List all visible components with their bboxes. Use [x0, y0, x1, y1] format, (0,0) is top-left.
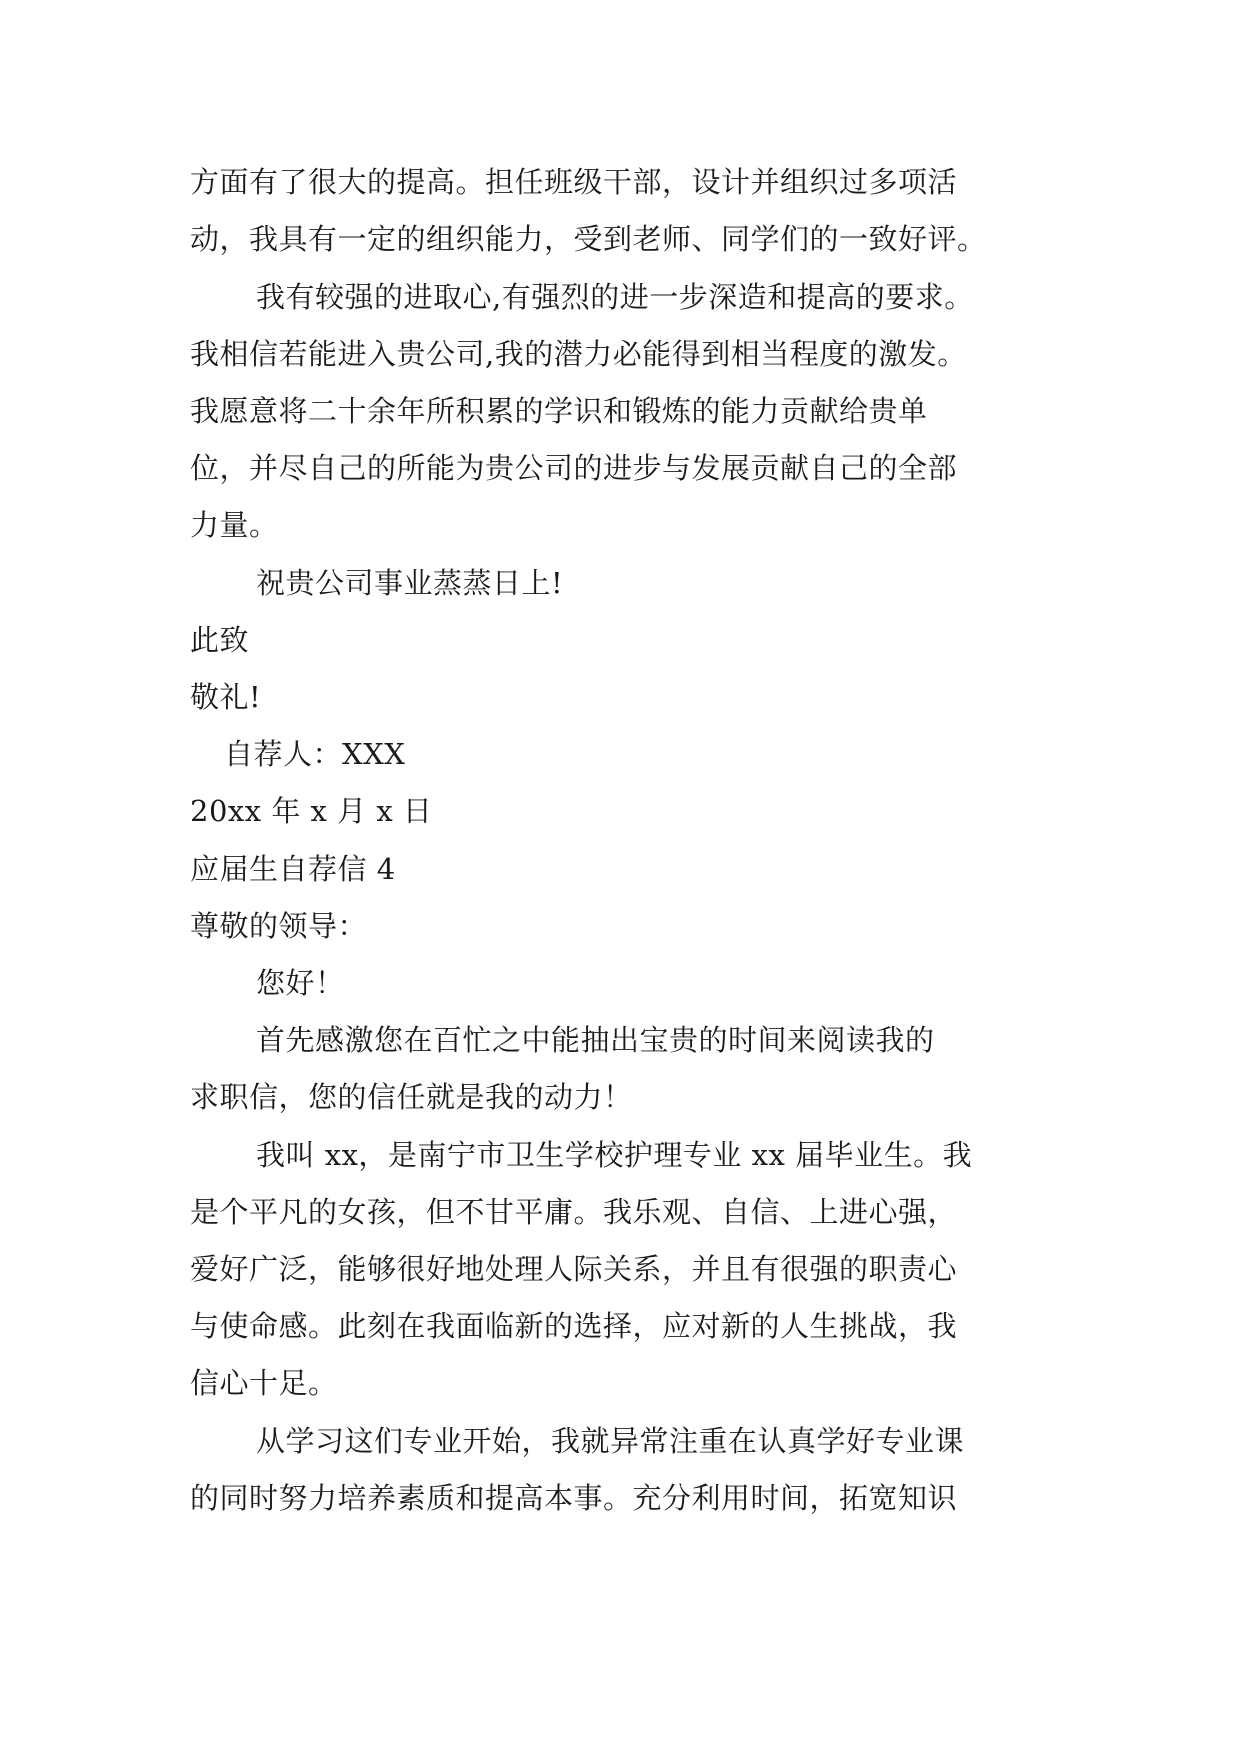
text-line: 信心十足。 [190, 1366, 338, 1400]
date-line: 20xx 年 x 月 x 日 [190, 794, 433, 828]
text-line: 求职信，您的信任就是我的动力！ [190, 1080, 633, 1114]
text-line: 祝贵公司事业蒸蒸日上! [256, 566, 564, 600]
salutation: 尊敬的领导： [190, 909, 368, 943]
text-line: 力量。 [190, 508, 279, 542]
closing-salute: 敬礼! [190, 680, 262, 714]
greeting: 您好！ [256, 966, 345, 1000]
text-line: 从学习这们专业开始，我就异常注重在认真学好专业课 [256, 1424, 965, 1458]
text-line: 方面有了很大的提高。担任班级干部，设计并组织过多项活 [190, 165, 958, 199]
closing-line: 此致 [190, 623, 250, 657]
text-line: 动，我具有一定的组织能力，受到老师、同学们的一致好评。 [190, 222, 987, 256]
text-line: 首先感激您在百忙之中能抽出宝贵的时间来阅读我的 [256, 1023, 935, 1057]
text-line: 是个平凡的女孩，但不甘平庸。我乐观、自信、上进心强， [190, 1195, 958, 1229]
text-line: 我相信若能进入贵公司,我的潜力必能得到相当程度的激发。 [190, 337, 967, 371]
text-line: 爱好广泛，能够很好地处理人际关系，并且有很强的职责心 [190, 1252, 958, 1286]
text-line: 我愿意将二十余年所积累的学识和锻炼的能力贡献给贵单 [190, 394, 928, 428]
text-line: 我叫 xx，是南宁市卫生学校护理专业 xx 届毕业生。我 [256, 1138, 973, 1172]
text-line: 与使命感。此刻在我面临新的选择，应对新的人生挑战，我 [190, 1309, 958, 1343]
text-line: 我有较强的进取心,有强烈的进一步深造和提高的要求。 [256, 280, 974, 314]
section-title: 应届生自荐信 4 [190, 852, 396, 886]
text-line: 位，并尽自己的所能为贵公司的进步与发展贡献自己的全部 [190, 451, 958, 485]
text-line: 的同时努力培养素质和提高本事。充分利用时间，拓宽知识 [190, 1481, 958, 1515]
signature-line: 自荐人：XXX [224, 737, 406, 771]
